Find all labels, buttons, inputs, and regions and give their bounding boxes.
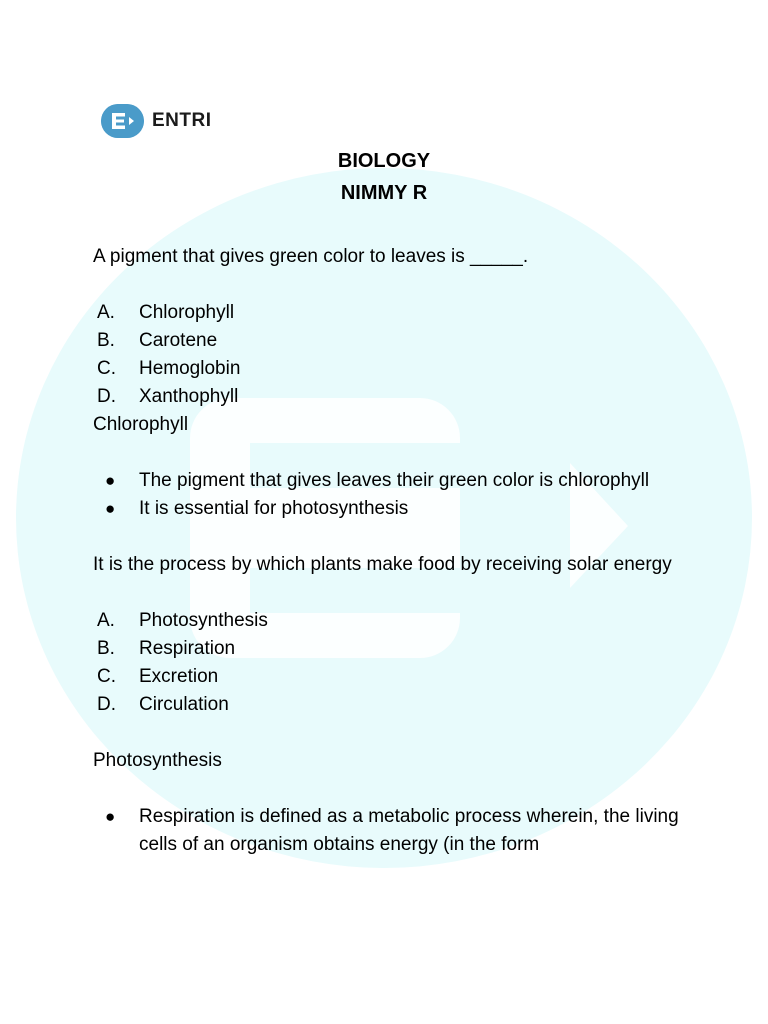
explanation-item: [93, 803, 683, 859]
option-text: Hemoglobin: [139, 358, 241, 379]
entri-badge-icon: [101, 104, 144, 138]
logo-text: ENTRI: [152, 110, 212, 131]
question-content: [93, 243, 683, 859]
option-text: Xanthophyll: [139, 386, 239, 407]
bullet-icon: ●: [105, 499, 116, 518]
option-letter: B.: [97, 638, 115, 659]
option-text: Respiration: [139, 638, 236, 659]
option-item: [93, 355, 683, 383]
bullet-icon: ●: [105, 471, 116, 490]
question-text: It is the process by which plants make food by receiving solar energy: [93, 554, 672, 575]
author-title: NIMMY R: [340, 182, 428, 204]
option-letter: D.: [97, 694, 116, 715]
explanation-item: [93, 467, 683, 495]
explanation-text: The pigment that gives leaves their green color is chlorophyll: [139, 470, 650, 491]
answer-text: Photosynthesis: [93, 750, 222, 771]
option-text: Excretion: [139, 666, 219, 687]
explanation-text: Respiration is defined as a metabolic process wherein, the living cells of an organism obtains energy (in the form: [139, 806, 679, 855]
option-item: [93, 663, 683, 691]
option-item: [93, 635, 683, 663]
bullet-icon: ●: [105, 807, 116, 826]
option-text: Chlorophyll: [139, 302, 235, 323]
explanation-item: [93, 495, 683, 523]
answer-text: Chlorophyll: [93, 414, 189, 435]
option-item: [93, 299, 683, 327]
option-text: Carotene: [139, 330, 218, 351]
option-text: Photosynthesis: [139, 610, 268, 631]
option-item: [93, 327, 683, 355]
option-item: [93, 383, 683, 411]
option-letter: B.: [97, 330, 115, 351]
question-text: A pigment that gives green color to leaves is _____.: [93, 246, 529, 267]
option-letter: A.: [97, 302, 115, 323]
option-letter: C.: [97, 666, 116, 687]
option-letter: D.: [97, 386, 116, 407]
option-text: Circulation: [139, 694, 229, 715]
entri-logo: [101, 104, 212, 138]
explanation-text: It is essential for photosynthesis: [139, 498, 409, 519]
option-item: [93, 691, 683, 719]
option-letter: A.: [97, 610, 115, 631]
subject-title: BIOLOGY: [337, 150, 431, 172]
option-item: [93, 607, 683, 635]
option-letter: C.: [97, 358, 116, 379]
